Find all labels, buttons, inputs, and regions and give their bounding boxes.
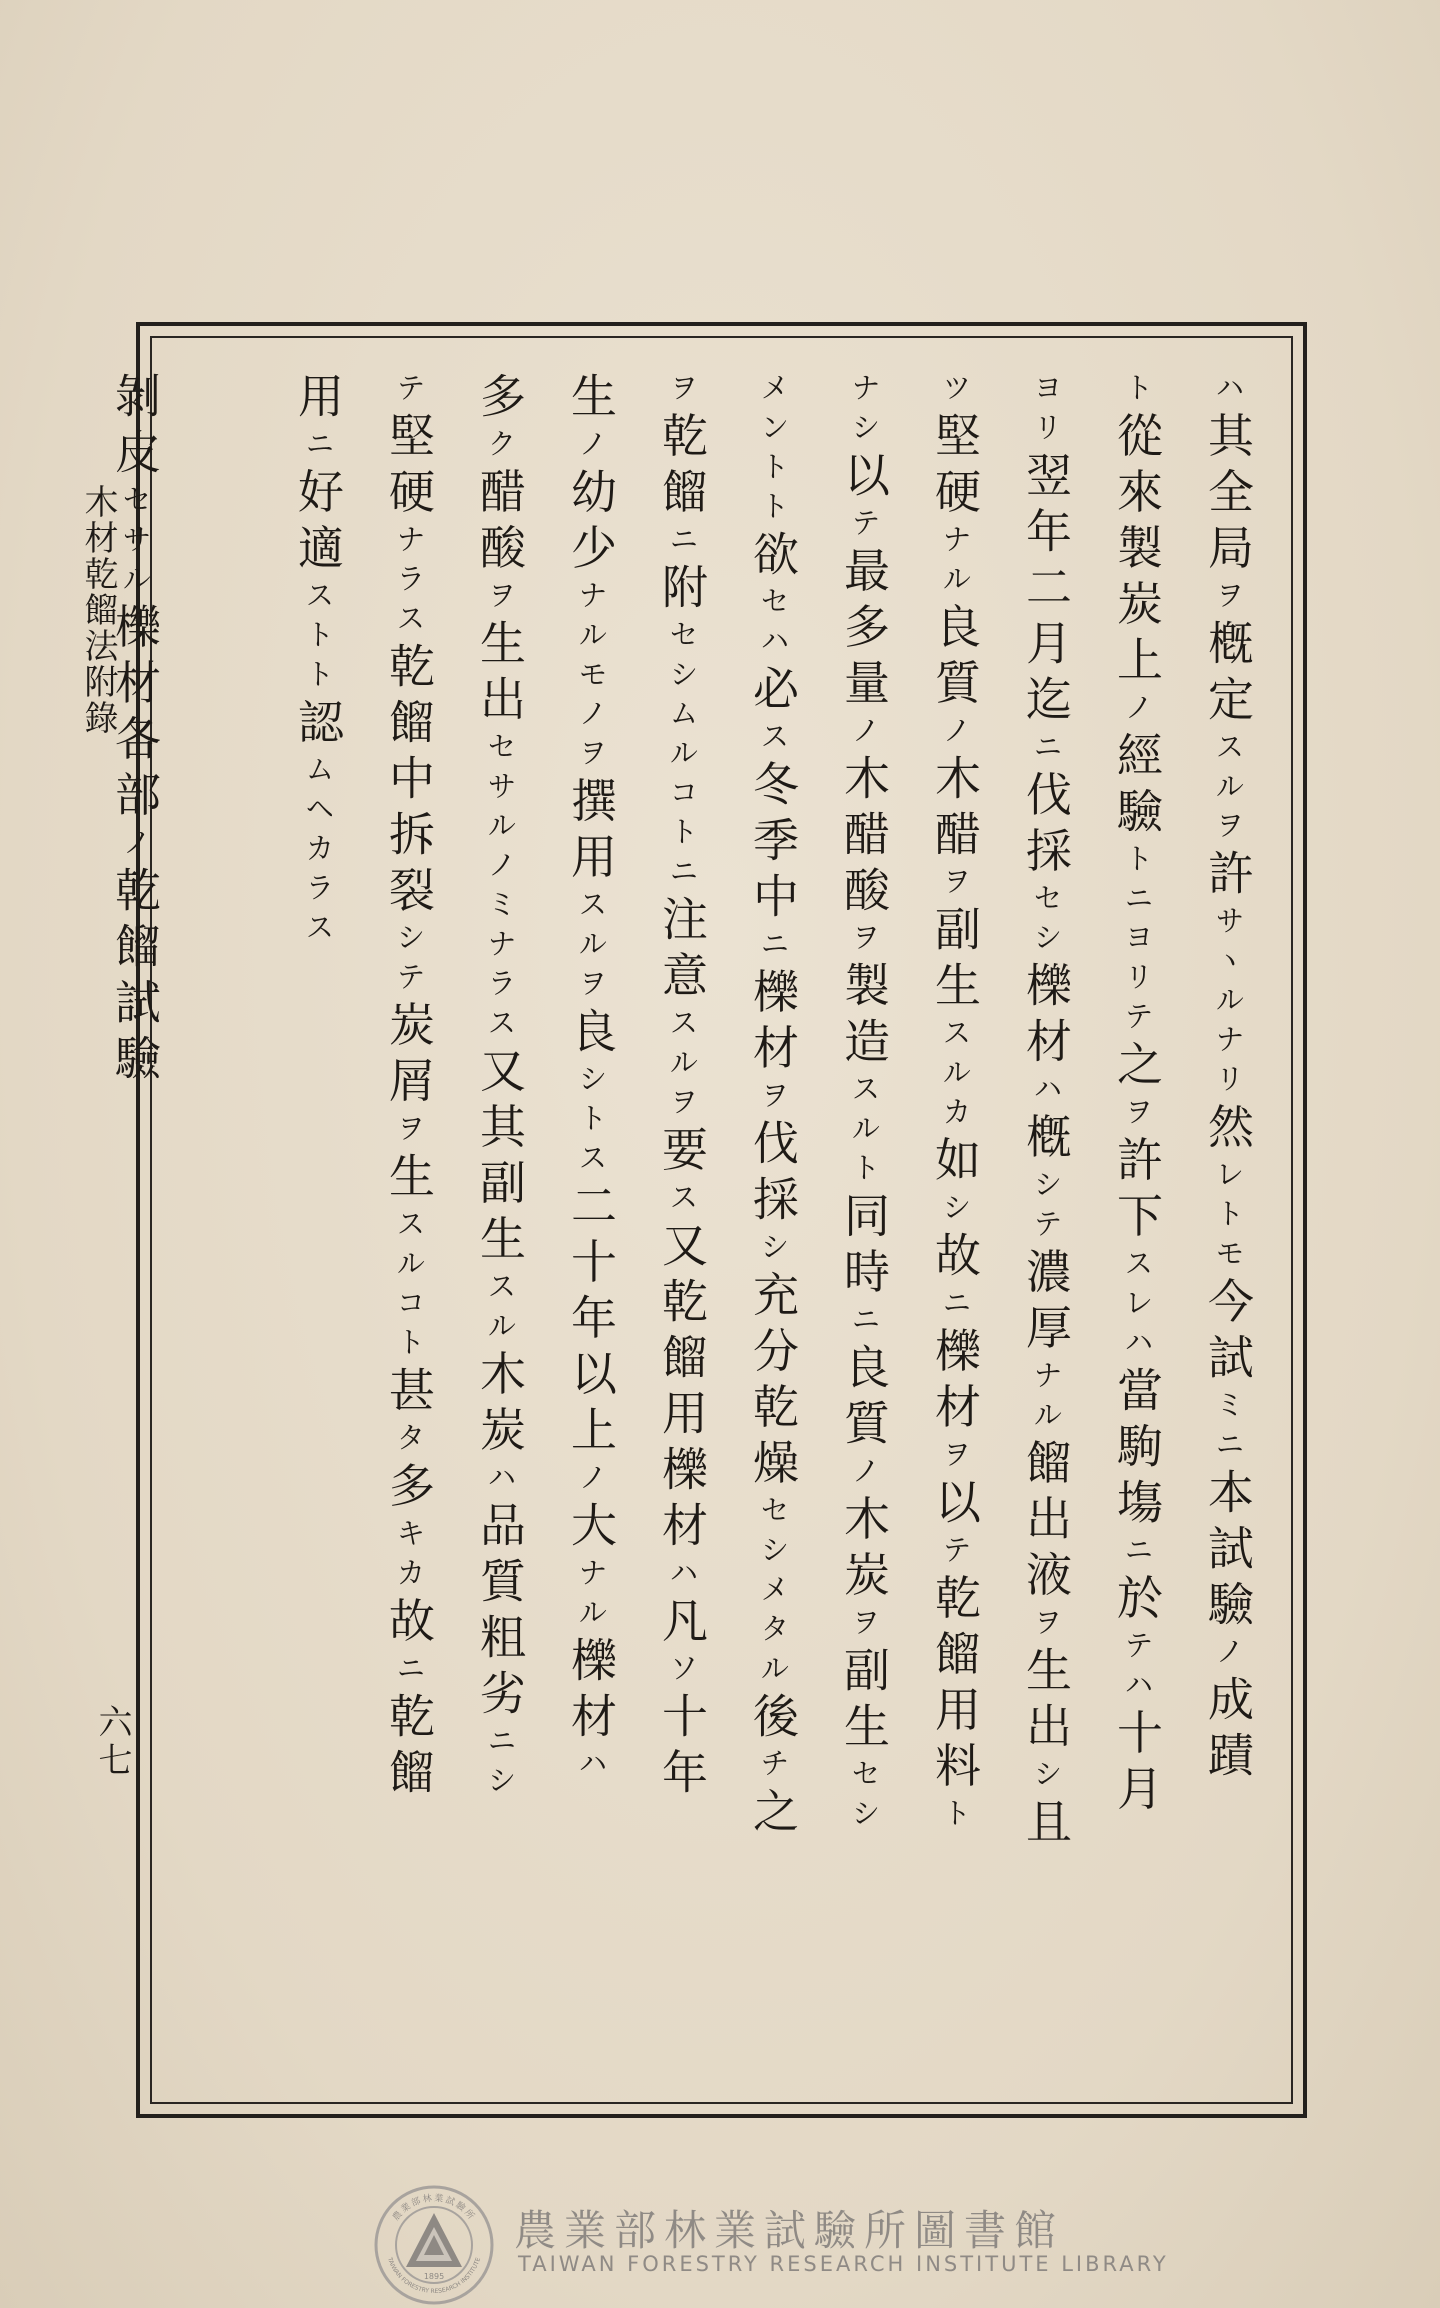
text-column: 多ク醋酸ヲ生出セサルノミナラス又其副生スル木炭ハ品質粗劣ニシ [473, 372, 527, 1804]
library-seal-icon [372, 2183, 496, 2307]
text-column: ハ其全局ヲ槪定スルヲ許サヽルナリ然レトモ今試ミニ本試驗ノ成蹟 [1201, 372, 1255, 1788]
text-column: 生ノ幼少ナルモノヲ撰用スルヲ良シトス二十年以上ノ大ナル櫟材ハ [564, 372, 618, 1788]
seal-top-text: 農業部林業試驗所 [391, 2193, 477, 2224]
text-column: 用ニ好適ストト認ムヘカラス [291, 372, 345, 952]
text-column: ツ堅硬ナル良質ノ木醋ヲ副生スルカ如シ故ニ櫟材ヲ以テ乾餾用料ト [928, 372, 982, 1837]
text-column: ト從來製炭上ノ經驗トニヨリテ之ヲ許下スレハ當駒塲ニ於テハ十月 [1110, 372, 1164, 1821]
library-name-chinese: 農業部林業試驗所圖書館 [514, 2206, 1065, 2255]
text-column: ヲ乾餾ニ附セシムルコトニ注意スルヲ要ス又乾餾用櫟材ハ凡ソ十年 [655, 372, 709, 1804]
library-name-english: TAIWAN FORESTRY RESEARCH INSTITUTE LIBRARY [518, 2252, 1169, 2276]
text-column: ヨリ翌年二月迄ニ伐採セシ櫟材ハ槪シテ濃厚ナル餾出液ヲ生出シ且 [1019, 372, 1073, 1854]
running-head: 木材乾餾法附錄 [78, 484, 118, 736]
text-column: テ堅硬ナラス乾餾中拆裂シテ炭屑ヲ生スルコト甚タ多キカ故ニ乾餾 [382, 372, 436, 1804]
seal-bottom-text: TAIWAN FORESTRY RESEARCH INSTITUTE [385, 2256, 483, 2296]
text-column: ナシ以テ最多量ノ木醋酸ヲ製造スルト同時ニ良質ノ木炭ヲ副生セシ [837, 372, 891, 1837]
seal-year: 1895 [423, 2272, 445, 2281]
section-heading: 剝皮セサル櫟材各部ノ乾餾試驗 [108, 372, 162, 1090]
page-number: 六七 [92, 1704, 132, 1780]
text-column: メントト欲セハ必ス冬季中ニ櫟材ヲ伐採シ充分乾燥セシメタル後チ之 [746, 372, 800, 1844]
